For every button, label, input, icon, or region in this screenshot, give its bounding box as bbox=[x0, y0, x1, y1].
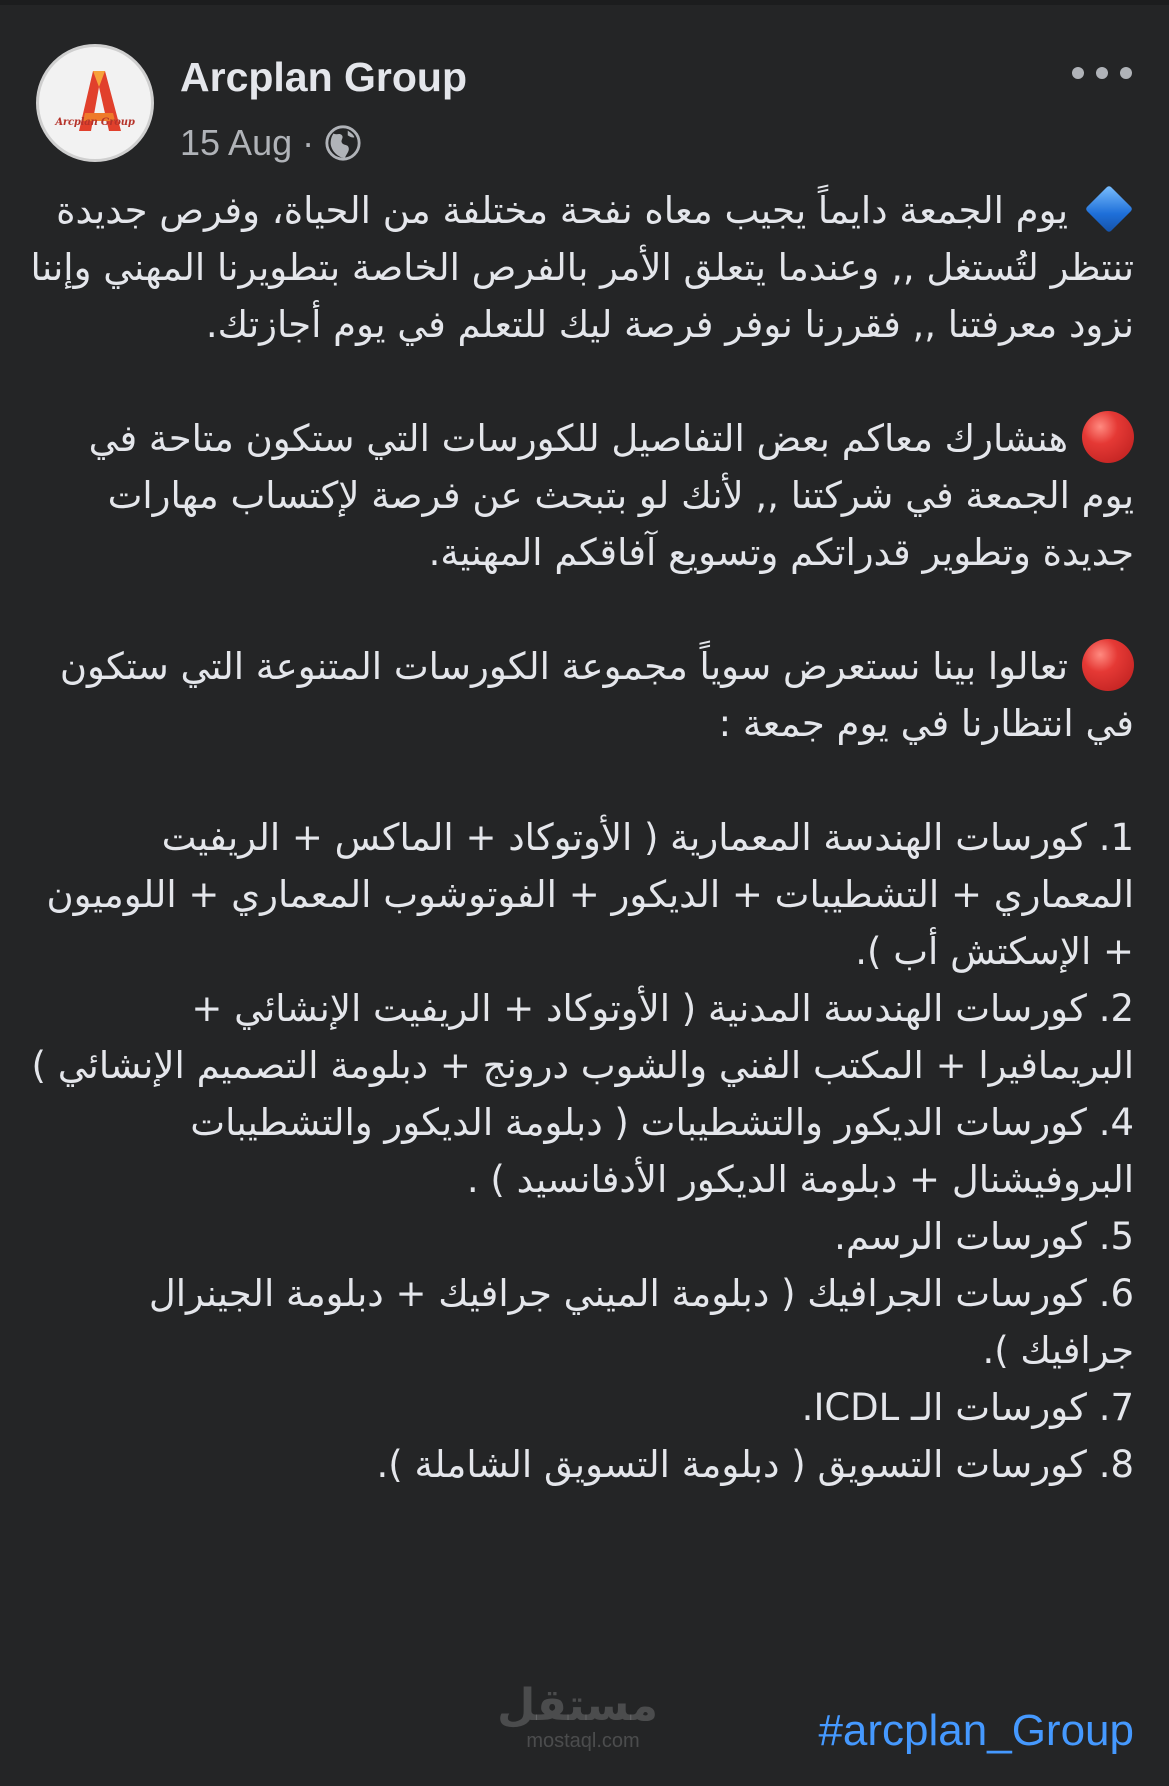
course-list bbox=[30, 809, 1134, 1493]
blue-diamond-icon bbox=[1085, 184, 1133, 232]
watermark-latin: mostaql.com bbox=[526, 1730, 640, 1752]
logo-text: Arcplan Group bbox=[55, 117, 135, 128]
paragraph-text: يوم الجمعة دايماً يجيب معاه نفحة مختلفة من الحياة، وفرص جديدة تنتظر لتُستغل ,, وعندما يتعلق الأمر بالفرص الخاصة بتطويرنا المهني وإننا نزود معرفتنا ,, فقررنا نوفر فرصة ليك للتعلم في يوم أجازتك. bbox=[30, 189, 1134, 346]
list-item bbox=[30, 809, 1134, 980]
watermark-arabic: مستقل bbox=[497, 1680, 658, 1731]
paragraph-text: هنشارك معاكم بعض التفاصيل للكورسات التي ستكون متاحة في يوم الجمعة في شركتنا ,, لأنك لو بتبحث عن فرصة لإكتساب مهارات جديدة وتطوير قدراتكم وتسويع آفاقكم المهنية. bbox=[88, 417, 1134, 574]
paragraph-text: تعالوا بينا نستعرض سوياً مجموعة الكورسات المتنوعة التي ستكون في انتظارنا في يوم جمعة : bbox=[59, 645, 1134, 745]
page-name-link[interactable]: Arcplan Group bbox=[180, 54, 468, 100]
item-number: 2. bbox=[1098, 987, 1134, 1030]
meta-separator: · bbox=[302, 122, 315, 163]
item-text: كورسات الـ ICDL. bbox=[801, 1386, 1087, 1429]
list-item bbox=[30, 1379, 1134, 1436]
item-number: 5. bbox=[1098, 1215, 1134, 1258]
item-text: كورسات الهندسة المدنية ( الأوتوكاد + الريفيت الإنشائي + البريمافيرا + المكتب الفني والشوب درونج + دبلومة التصميم الإنشائي ) bbox=[31, 987, 1134, 1087]
post-text bbox=[30, 182, 1134, 1493]
item-number: 4. bbox=[1098, 1101, 1134, 1144]
globe-icon[interactable] bbox=[324, 124, 362, 162]
item-number: 8. bbox=[1098, 1443, 1134, 1486]
item-number: 6. bbox=[1098, 1272, 1134, 1315]
item-text: كورسات الديكور والتشطيبات ( دبلومة الديكور والتشطيبات البروفيشنال + دبلومة الديكور الأدفانسيد ) . bbox=[190, 1101, 1134, 1201]
item-text: كورسات التسويق ( دبلومة التسويق الشاملة ). bbox=[376, 1443, 1087, 1486]
red-circle-icon bbox=[1082, 411, 1134, 463]
post-meta bbox=[180, 119, 362, 167]
arcplan-logo-icon bbox=[39, 47, 151, 159]
item-number: 1. bbox=[1098, 816, 1134, 859]
more-options-icon[interactable] bbox=[1072, 58, 1132, 88]
hashtag-link[interactable]: #arcplan_Group bbox=[818, 1706, 1134, 1755]
more-dot bbox=[1072, 67, 1084, 79]
list-item bbox=[30, 1436, 1134, 1493]
item-text: كورسات الهندسة المعمارية ( الأوتوكاد + الماكس + الريفيت المعماري + التشطيبات + الديكور + الفوتوشوب المعماري + اللوميون + الإسكتش أب ). bbox=[46, 816, 1134, 973]
list-item bbox=[30, 980, 1134, 1094]
item-text: كورسات الرسم. bbox=[834, 1215, 1087, 1258]
item-text: كورسات الجرافيك ( دبلومة الميني جرافيك + دبلومة الجينرال جرافيك ). bbox=[148, 1272, 1134, 1372]
post-date[interactable]: 15 Aug bbox=[180, 122, 293, 163]
page-avatar[interactable] bbox=[36, 44, 154, 162]
more-dot bbox=[1120, 67, 1132, 79]
paragraph-intro bbox=[30, 182, 1134, 353]
mostaql-watermark bbox=[497, 1680, 658, 1752]
paragraph-courses-intro bbox=[30, 638, 1134, 752]
list-item bbox=[30, 1094, 1134, 1208]
list-item bbox=[30, 1208, 1134, 1265]
red-circle-icon bbox=[1082, 639, 1134, 691]
item-number: 7. bbox=[1098, 1386, 1134, 1429]
more-dot bbox=[1096, 67, 1108, 79]
list-item bbox=[30, 1265, 1134, 1379]
paragraph-details bbox=[30, 410, 1134, 581]
